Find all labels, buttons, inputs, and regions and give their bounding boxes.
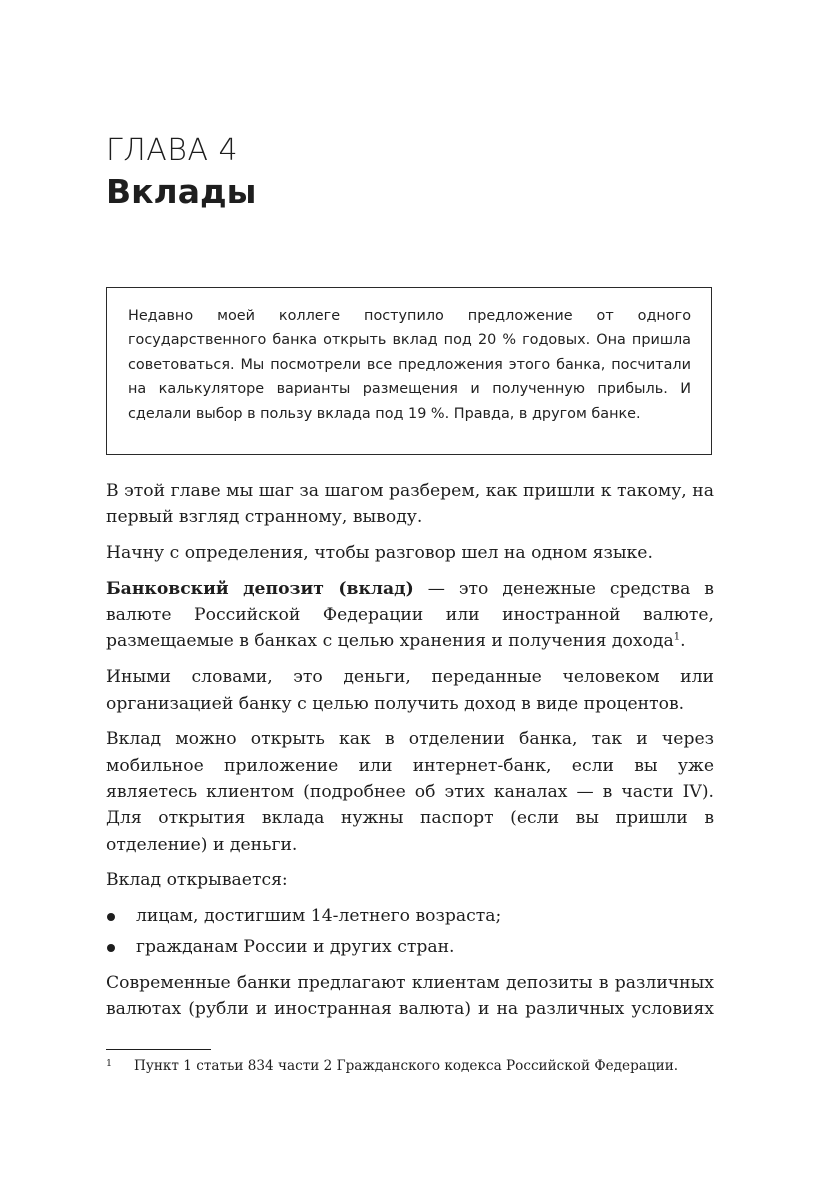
paragraph-currencies: Современные банки предлагают клиентам депозиты в различных валютах (рубли и иностранная валюта) и на различных условиях	[106, 972, 714, 1020]
chapter-label: ГЛАВА 4	[106, 133, 239, 168]
bullet-list	[106, 903, 714, 960]
bullet-icon	[107, 944, 115, 952]
paragraph-explanation: Иными словами, это деньги, переданные человеком или организацией банку с целью получить доход в виде процентов.	[106, 667, 714, 714]
footnote	[106, 1056, 714, 1077]
list-item	[106, 903, 714, 929]
paragraph-intro: В этой главе мы шаг за шагом разберем, как пришли к такому, на первый взгляд странному, выводу.	[106, 481, 714, 528]
footnote-divider	[106, 1049, 211, 1050]
list-item	[106, 934, 714, 960]
paragraph-definition	[106, 576, 714, 655]
chapter-title: Вклады	[106, 172, 257, 211]
defined-term: Банковский депозит (вклад)	[106, 578, 414, 599]
paragraph-definition-lead: Начну с определения, чтобы разговор шел на одном языке.	[106, 543, 653, 564]
footnote-number: 1	[106, 1058, 113, 1069]
paragraph-channels: Вклад можно открыть как в отделении банка, так и через мобильное приложение или интернет-банк, если вы уже являетесь клиентом (подробнее об этих каналах — в части IV). Для открытия вклада нужны паспорт (если вы пришли в отделение) и деньги.	[106, 729, 714, 855]
list-item-text: лицам, достигшим 14-летнего возраста;	[136, 906, 502, 927]
body-text	[106, 478, 714, 1032]
definition-text: — это денежные средства в валюте Российской Федерации или иностранной валюте, размещаемые в банках с целью хранения и получения дохода	[106, 578, 714, 652]
callout-box	[106, 287, 712, 455]
callout-text: Недавно моей коллеге поступило предложение от одного государственного банка открыть вклад под 20 % годовых. Она пришла советоваться. Мы посмотрели все предложения этого банка, посчитали на калькуляторе варианты размещения и полученную прибыль. И сделали выбор в пользу вклада под 19 %. Правда, в другом банке.	[128, 308, 691, 422]
paragraph-who-can-open: Вклад открывается:	[106, 870, 288, 891]
footnote-ref: 1	[673, 631, 681, 643]
list-item-text: гражданам России и других стран.	[136, 936, 455, 957]
footnote-text: Пункт 1 статьи 834 части 2 Гражданского кодекса Российской Федерации.	[134, 1058, 679, 1074]
definition-end: .	[680, 631, 686, 652]
bullet-icon	[107, 913, 115, 921]
